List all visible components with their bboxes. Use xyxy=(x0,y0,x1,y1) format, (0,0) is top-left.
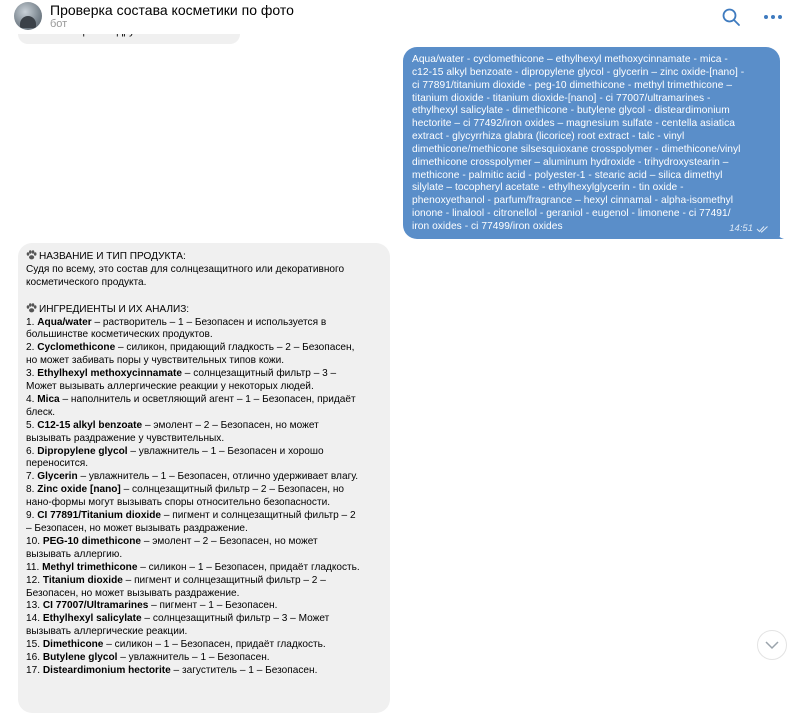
outgoing-text-line: ethylhexyl salicylate - dimethicone - butylene glycol - disteardimonium xyxy=(412,105,730,117)
ingredient-number: 16. xyxy=(26,652,43,664)
scroll-down-button[interactable] xyxy=(757,630,787,660)
ingredient-item xyxy=(26,536,382,549)
outgoing-message-bubble[interactable] xyxy=(403,47,780,239)
ingredient-analysis-continued: блеск. xyxy=(26,406,56,418)
chevron-down-icon xyxy=(765,641,779,649)
ingredient-name: Dipropylene glycol xyxy=(37,445,128,457)
ingredient-number: 7. xyxy=(26,471,38,483)
ingredient-analysis: – пигмент и солнцезащитный фильтр – 2 – xyxy=(122,574,326,586)
ingredient-number: 4. xyxy=(26,393,38,405)
ingredient-analysis: – загуститель – 1 – Безопасен. xyxy=(170,664,318,676)
ingredient-analysis: – эмолент – 2 – Безопасен, но может xyxy=(142,419,319,431)
ingredient-number: 14. xyxy=(26,613,43,625)
ingredient-analysis-continued: вызывать аллергию. xyxy=(26,548,123,560)
ingredient-name: Aqua/water xyxy=(37,316,92,328)
ingredient-number: 3. xyxy=(26,368,38,380)
ingredient-number: 10. xyxy=(26,535,43,547)
ingredient-analysis-continued: Может вызывать аллергические реакции у некоторых людей. xyxy=(26,381,314,393)
ingredient-analysis: – солнцезащитный фильтр – 2 – Безопасен, но xyxy=(120,484,345,496)
outgoing-text-line: titanium dioxide - titanium dioxide-[nano] - ci 77007/ultramarines - xyxy=(412,92,711,104)
ingredient-name: Mica xyxy=(37,393,60,405)
ingredient-item xyxy=(26,446,382,459)
ingredient-analysis: – эмолент – 2 – Безопасен, но может xyxy=(141,535,318,547)
ingredient-name: PEG-10 dimethicone xyxy=(42,535,142,547)
ingredient-number: 12. xyxy=(26,574,43,586)
section-title-ingredients: ИНГРЕДИЕНТЫ И ИХ АНАЛИЗ: xyxy=(26,303,382,317)
ingredient-name: CI 77891/Titanium dioxide xyxy=(37,510,162,522)
section-title-product: НАЗВАНИЕ И ТИП ПРОДУКТА: xyxy=(26,250,382,264)
ingredient-item xyxy=(26,368,382,381)
outgoing-text-line: ci 77891/titanium dioxide - peg-10 dimethicone - methyl trimethicone – xyxy=(412,79,733,91)
ingredient-name: Titanium dioxide xyxy=(42,574,123,586)
ingredient-number: 6. xyxy=(26,445,38,457)
ingredient-name: Methyl trimethicone xyxy=(42,561,138,573)
ingredient-name: Cyclomethicone xyxy=(37,342,116,354)
ingredient-analysis-continued: вызывать аллергические реакции. xyxy=(26,626,188,638)
ingredient-analysis: – растворитель – 1 – Безопасен и используется в xyxy=(91,316,327,328)
outgoing-text-line: extract - glycyrrhiza glabra (licorice) root extract - talc - vinyl xyxy=(412,131,685,143)
ingredient-analysis-continued: но может забивать поры у чувствительных типов кожи. xyxy=(26,355,285,367)
ingredient-name: Disteardimonium hectorite xyxy=(42,664,171,676)
bubble-tail xyxy=(776,230,784,239)
ingredient-name: Ethylhexyl salicylate xyxy=(42,613,142,625)
ingredient-item xyxy=(26,600,382,613)
outgoing-message-text xyxy=(412,54,771,234)
product-description-line: косметического продукта. xyxy=(26,276,147,288)
outgoing-text-line: silylate – tocopheryl acetate - ethylhexylglycerin - tin oxide - xyxy=(412,182,684,194)
ingredient-analysis: – увлажнитель – 1 – Безопасен. xyxy=(117,652,270,664)
ingredient-name: C12-15 alkyl benzoate xyxy=(37,419,143,431)
ingredient-name: Dimethicone xyxy=(42,639,104,651)
ingredient-analysis-continued: – Безопасен, но может вызывать раздражение. xyxy=(26,523,248,535)
chat-title[interactable]: Проверка состава косметики по фото xyxy=(50,2,294,18)
outgoing-text-line: iron oxides - ci 77499/iron oxides xyxy=(412,220,563,232)
ingredient-analysis-continued: нано-формы могут вызывать споры относительно безопасности. xyxy=(26,497,331,509)
ingredient-item xyxy=(26,342,382,355)
ingredient-analysis-continued: Безопасен, но может вызывать раздражение. xyxy=(26,587,240,599)
ingredient-item xyxy=(26,510,382,523)
outgoing-text-line: ionone - linalool - citronellol - geraniol - eugenol - limonene - ci 77491/ xyxy=(412,208,731,220)
ingredient-number: 17. xyxy=(26,664,43,676)
ingredient-analysis-continued: переносится. xyxy=(26,458,89,470)
outgoing-text-line: phenoxyethanol - parfum/fragrance – hexyl cinnamal - alpha-isomethyl xyxy=(412,195,734,207)
outgoing-text-line: Aqua/water - cyclomethicone – ethylhexyl methoxycinnamate - mica - xyxy=(412,54,728,65)
ingredient-analysis: – солнцезащитный фильтр – 3 – xyxy=(181,368,337,380)
ingredient-analysis: – пигмент и солнцезащитный фильтр – 2 xyxy=(161,510,356,522)
ingredient-number: 13. xyxy=(26,600,43,612)
double-check-icon xyxy=(756,225,769,233)
ingredient-name: Glycerin xyxy=(37,471,78,483)
outgoing-text-line: methicone - palmitic acid - polyester-1 - stearic acid – silica dimethyl xyxy=(412,169,723,181)
ingredient-number: 8. xyxy=(26,484,38,496)
ingredient-name: CI 77007/Ultramarines xyxy=(42,600,149,612)
ingredient-analysis-continued: вызывать раздражение у чувствительных. xyxy=(26,432,225,444)
ingredient-item xyxy=(26,471,382,484)
ingredient-item xyxy=(26,665,382,678)
message-meta xyxy=(729,223,769,234)
bot-avatar[interactable] xyxy=(14,2,42,30)
outgoing-text-line: dimethicone/methicone silsesquioxane crosspolymer - dimethicone/vinyl xyxy=(412,143,741,155)
ingredient-item xyxy=(26,484,382,497)
ingredient-number: 1. xyxy=(26,316,38,328)
ingredient-item xyxy=(26,420,382,433)
ingredient-number: 11. xyxy=(26,561,43,573)
ingredient-number: 5. xyxy=(26,419,38,431)
message-time: 14:51 xyxy=(729,223,753,234)
ingredient-item xyxy=(26,652,382,665)
ingredient-item xyxy=(26,639,382,652)
ingredient-item xyxy=(26,562,382,575)
ingredient-analysis: – увлажнитель – 1 – Безопасен и хорошо xyxy=(127,445,324,457)
ingredient-item xyxy=(26,575,382,588)
search-button[interactable] xyxy=(718,4,744,30)
ingredient-analysis: – пигмент – 1 – Безопасен. xyxy=(148,600,278,612)
ingredient-item xyxy=(26,394,382,407)
ingredient-analysis: – увлажнитель – 1 – Безопасен, отлично удерживает влагу. xyxy=(77,471,359,483)
ingredient-analysis: – силикон, придающий гладкость – 2 – Безопасен, xyxy=(115,342,355,354)
ingredient-number: 2. xyxy=(26,342,38,354)
ingredient-name: Ethylhexyl methoxycinnamate xyxy=(37,368,182,380)
ingredient-item xyxy=(26,613,382,626)
ingredient-number: 15. xyxy=(26,639,43,651)
search-icon xyxy=(721,7,741,27)
outgoing-text-line: c12-15 alkyl benzoate - dipropylene glycol - glycerin – zinc oxide-[nano] - xyxy=(412,66,745,78)
ingredient-analysis-continued: большинстве косметических продуктов. xyxy=(26,329,213,341)
outgoing-text-line: hectorite – ci 77492/iron oxides – magnesium sulfate - centella asiatica xyxy=(412,118,735,130)
paw-icon xyxy=(26,250,37,260)
more-dots-icon xyxy=(763,13,783,21)
outgoing-text-line: dimethicone crosspolymer – aluminum hydroxide - trihydroxystearin – xyxy=(412,156,729,168)
message-list[interactable] xyxy=(0,34,800,681)
incoming-message-bubble[interactable] xyxy=(18,243,390,713)
more-options-button[interactable] xyxy=(760,4,786,30)
ingredient-name: Butylene glycol xyxy=(42,652,118,664)
ingredient-analysis: – силикон – 1 – Безопасен, придаёт гладкость. xyxy=(137,561,360,573)
paw-icon xyxy=(26,303,37,313)
ingredient-item xyxy=(26,317,382,330)
ingredient-analysis: – наполнитель и осветляющий агент – 1 – Безопасен, придаёт xyxy=(59,393,356,405)
ingredient-name: Zinc oxide [nano] xyxy=(37,484,121,496)
ingredient-analysis: – солнцезащитный фильтр – 3 – Может xyxy=(141,613,330,625)
product-description-line: Судя по всему, это состав для солнцезащитного или декоративного xyxy=(26,263,345,275)
ingredient-number: 9. xyxy=(26,510,38,522)
chat-subtitle: бот xyxy=(50,18,68,30)
chat-header xyxy=(0,0,800,34)
ingredient-analysis: – силикон – 1 – Безопасен, придаёт гладкость. xyxy=(103,639,326,651)
